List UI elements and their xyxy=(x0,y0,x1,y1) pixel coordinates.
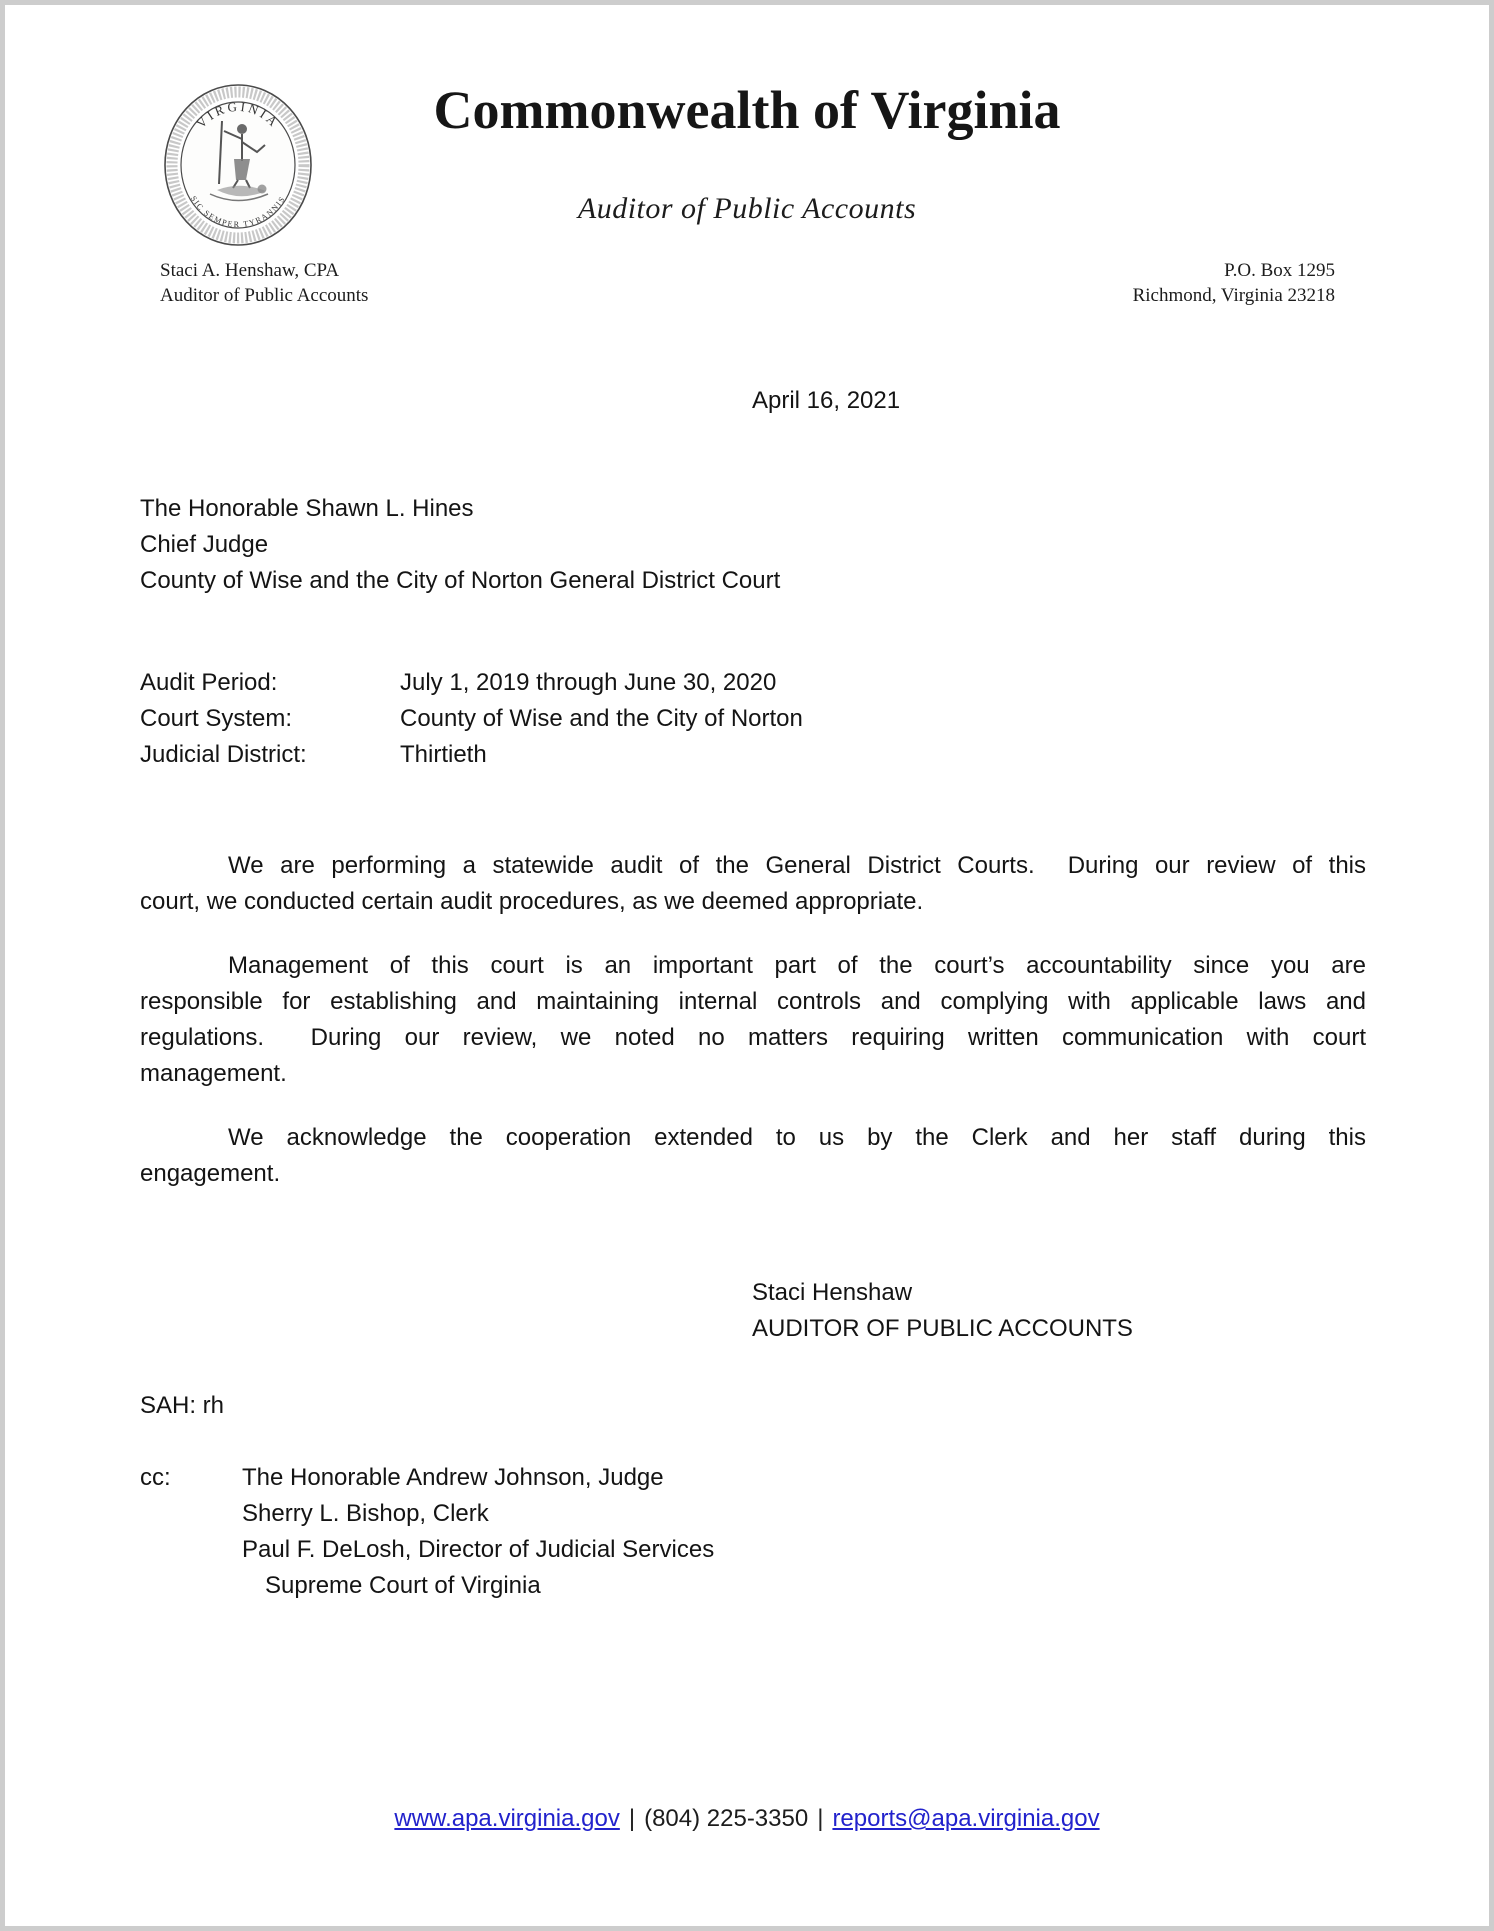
paragraph-line: We acknowledge the cooperation extended to us by the Clerk and her staff during this xyxy=(228,1124,1366,1151)
sender-name: Staci A. Henshaw, CPA xyxy=(160,260,340,281)
footer-separator: | xyxy=(817,1805,824,1832)
cc-entry: Supreme Court of Virginia xyxy=(265,1572,541,1599)
cc-list xyxy=(242,1460,714,1604)
paragraph-line: We are performing a statewide audit of the General District Courts. During our review of this xyxy=(228,852,1366,879)
cc-label: cc: xyxy=(140,1464,171,1491)
seal-motto-text: SIC SEMPER TYRANNIS xyxy=(188,194,288,230)
detail-row-court-system xyxy=(140,701,803,737)
paragraph-line: regulations. During our review, we noted no matters requiring written communication with court xyxy=(140,1024,1366,1051)
paragraph-line: engagement. xyxy=(140,1160,281,1187)
sender-address-block xyxy=(1133,258,1335,308)
detail-label: Audit Period: xyxy=(140,669,278,696)
footer-separator: | xyxy=(628,1805,636,1832)
recipient-title: Chief Judge xyxy=(140,531,269,558)
detail-label: Judicial District: xyxy=(140,741,307,768)
paragraph-line: court, we conducted certain audit procedures, as we deemed appropriate. xyxy=(140,888,924,915)
letter-paragraphs xyxy=(140,848,1366,1220)
signature-title: AUDITOR OF PUBLIC ACCOUNTS xyxy=(752,1315,1133,1342)
phone-number: (804) 225-3350 xyxy=(644,1805,809,1832)
paragraph xyxy=(140,848,1366,920)
email-link[interactable]: reports@apa.virginia.gov xyxy=(832,1805,1100,1832)
detail-value: July 1, 2019 through June 30, 2020 xyxy=(400,669,777,696)
detail-value: Thirtieth xyxy=(400,741,487,768)
seal-top-text: VIRGINIA xyxy=(193,98,283,132)
sender-title: Auditor of Public Accounts xyxy=(160,285,369,306)
signature-name: Staci Henshaw xyxy=(752,1279,913,1306)
org-title: Commonwealth of Virginia xyxy=(433,80,1061,140)
paragraph xyxy=(140,1120,1366,1192)
cc-entry: Sherry L. Bishop, Clerk xyxy=(242,1500,489,1527)
detail-value: County of Wise and the City of Norton xyxy=(400,705,803,732)
sender-city: Richmond, Virginia 23218 xyxy=(1132,285,1335,306)
reference-initials: SAH: rh xyxy=(140,1392,225,1419)
paragraph-line: Management of this court is an important part of the court’s accountability since you are xyxy=(228,952,1366,979)
detail-row-judicial-district xyxy=(140,737,803,773)
signature-block xyxy=(752,1275,1133,1347)
paragraph-line: management. xyxy=(140,1060,287,1087)
letter-date: April 16, 2021 xyxy=(752,387,901,414)
paragraph-line: responsible for establishing and maintaining internal controls and complying with applicable laws and xyxy=(140,988,1366,1015)
org-subtitle: Auditor of Public Accounts xyxy=(577,192,917,225)
recipient-court: County of Wise and the City of Norton General District Court xyxy=(140,567,781,594)
detail-label: Court System: xyxy=(140,705,293,732)
detail-row-audit-period xyxy=(140,665,803,701)
paragraph xyxy=(140,948,1366,1092)
recipient-name: The Honorable Shawn L. Hines xyxy=(140,495,474,522)
website-link[interactable]: www.apa.virginia.gov xyxy=(394,1805,620,1832)
cc-entry: Paul F. DeLosh, Director of Judicial Services xyxy=(242,1536,715,1563)
letter-footer xyxy=(5,1801,1489,1837)
recipient-block xyxy=(140,491,780,599)
sender-po-box: P.O. Box 1295 xyxy=(1224,260,1335,281)
audit-details-block xyxy=(140,665,803,773)
sender-contact-block xyxy=(160,258,368,308)
cc-entry: The Honorable Andrew Johnson, Judge xyxy=(242,1464,664,1491)
